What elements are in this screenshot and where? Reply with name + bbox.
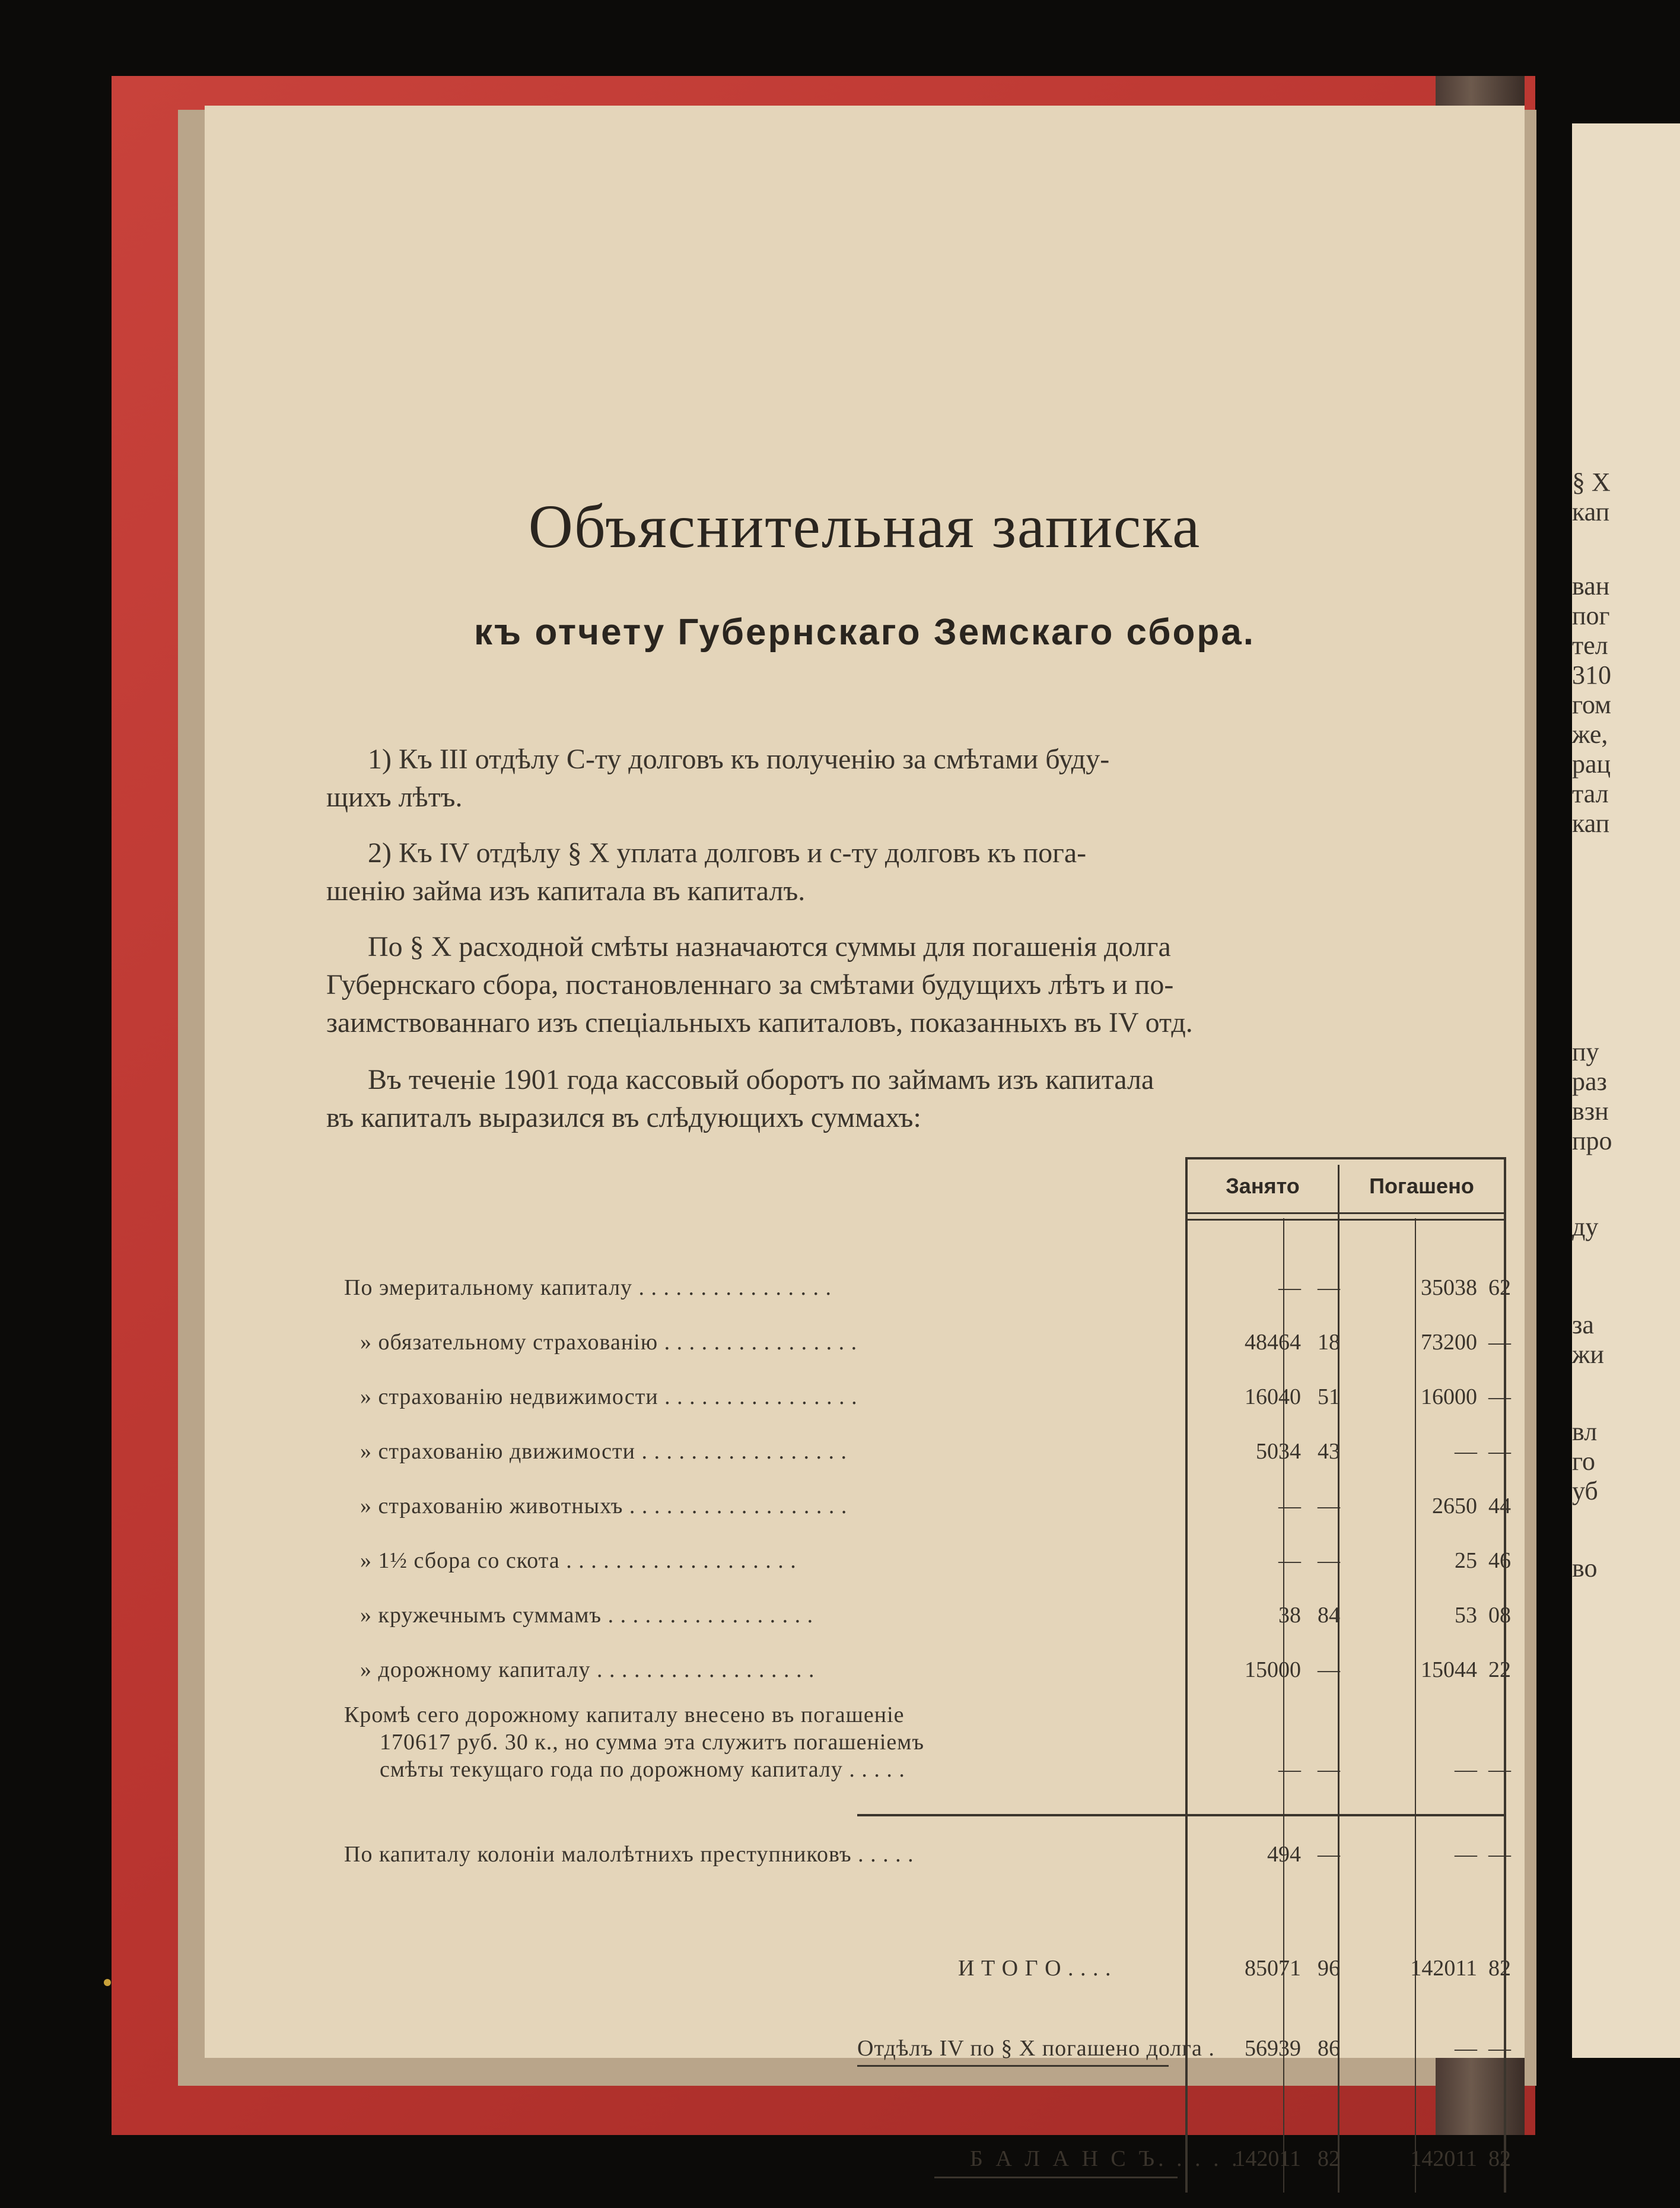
- header-repaid: Погашено: [1369, 1174, 1474, 1198]
- facing-fragment: § X кап: [1572, 468, 1611, 526]
- table-border: [1185, 1212, 1506, 1214]
- underline: [857, 2065, 1169, 2067]
- page-title: Объяснительная записка: [528, 493, 1201, 561]
- paper-spot: [104, 1979, 111, 1986]
- facing-fragment: пу раз взн про: [1572, 1037, 1612, 1155]
- facing-page: [1572, 123, 1680, 2058]
- facing-fragment: во: [1572, 1553, 1598, 1583]
- facing-fragment: за жи: [1572, 1310, 1604, 1369]
- table-border: [857, 1814, 1506, 1816]
- facing-fragment: вл го уб: [1572, 1417, 1598, 1505]
- header-taken: Занято: [1226, 1174, 1300, 1198]
- paragraph-3: По § X расходной смѣты назначаются суммы для погашенія долга Губернскаго сбора, постановленнаго за смѣтами будущихъ лѣтъ и по- заимствованнаго изъ спеціальныхъ капиталовъ, показанныхъ въ IV отд.: [326, 931, 1193, 1038]
- table-border: [1185, 1219, 1506, 1221]
- page-subtitle: къ отчету Губернскаго Земскаго сбора.: [474, 612, 1255, 653]
- paragraph-2: 2) Къ IV отдѣлу § X уплата долговъ и с-ту долговъ къ пога- шенію займа изъ капитала въ капиталъ.: [326, 837, 1087, 907]
- loans-table: Занято Погашено По эмеритальному капиталу . . . . . . . . . . . . . . . . — — 35038 62 » обязательному страхованію . . . . . . . . . . . . . . . . 48464 18 73200 — » страхованію недвижимости . . . . . . . . . . . . . . . . 16040 51 16000 — » страхованію движимости . . . . . . . . . . . . . . . . . 5034 43 — — » страхованію животныхъ . . . . . . . . . . . . . . . . . . — — 2650 44 » 1½ сбора со скота . . . . . . . . . . . . . . . . . . . — — 25 46 » кружечнымъ суммамъ . . . . . . . . . . . . . . . . . 38 84 53 08 » дорожному капиталу . . . . . . . . . . . . . . . . . . 15000 — 15044 22 Кромѣ сего дорожному капиталу внесено въ погашеніе 170617 руб. 30 к., но сумма эта служитъ погашеніемъ смѣты текущаго года по дорожному капиталу . . . . . — — — — По капиталу колоніи малолѣтнихъ преступниковъ . . . . . 494 — — — И Т О Г О . . . . 85071 96 142011 82 Отдѣлъ IV по § X погашено долга . 56939 86 — — Б А Л А Н С Ъ. . . . . 142011 82 142011 82: [205, 106, 1525, 2058]
- facing-fragment: ду: [1572, 1212, 1599, 1241]
- paragraph-1: 1) Къ III отдѣлу С-ту долговъ къ полученію за смѣтами буду- щихъ лѣтъ.: [326, 744, 1110, 813]
- paragraph-4: Въ теченіе 1901 года кассовый оборотъ по займамъ изъ капитала въ капиталъ выразился въ слѣдующихъ суммахъ:: [326, 1064, 1154, 1133]
- facing-fragment: ван пог тел 310 гом же, рац тал кап: [1572, 571, 1611, 838]
- table-border: [1185, 1157, 1506, 1159]
- underline: [934, 2177, 1178, 2178]
- document-page: [205, 106, 1525, 2171]
